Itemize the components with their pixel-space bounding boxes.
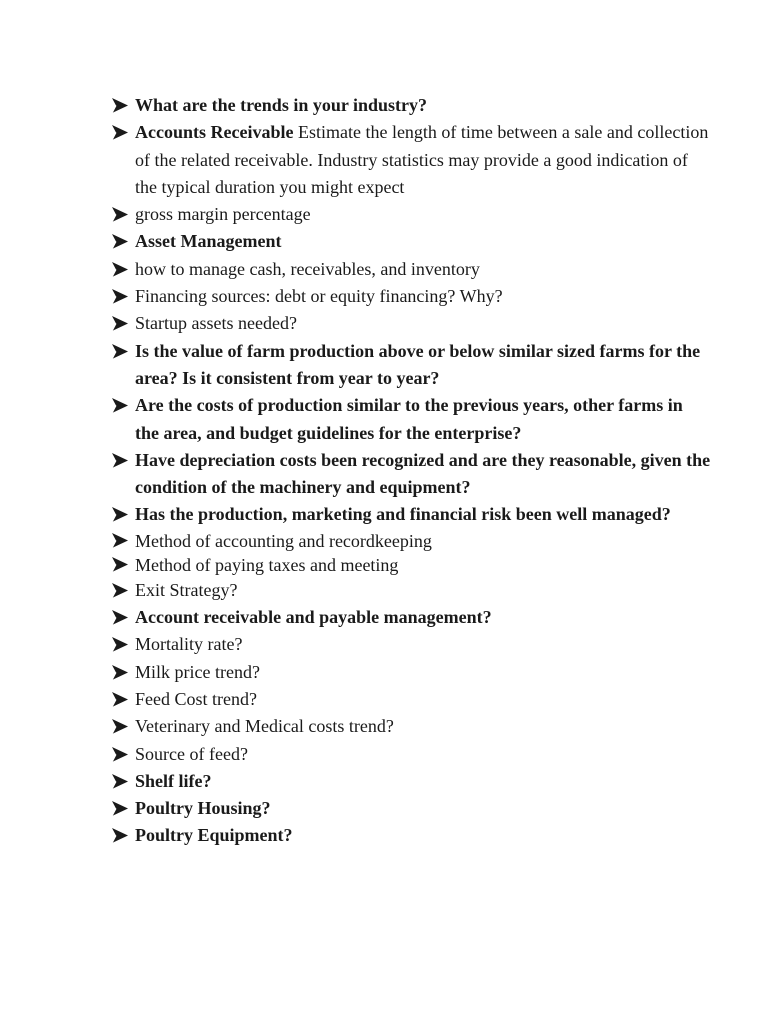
list-item bbox=[111, 741, 711, 768]
list-item-bold-text: Poultry Equipment? bbox=[135, 825, 293, 846]
list-item-text bbox=[135, 631, 711, 658]
list-item-plain-text: how to manage cash, receivables, and inventory bbox=[135, 258, 480, 279]
list-item-plain-text: Estimate the length of time between a sale and collection of the related receivable. Industry statistics may provide a good indication of the typical duration you might expect bbox=[135, 122, 709, 197]
list-item-text bbox=[135, 713, 711, 740]
list-item-plain-text: Veterinary and Medical costs trend? bbox=[135, 716, 394, 737]
arrowhead-bullet-icon bbox=[111, 283, 135, 310]
arrowhead-bullet-icon bbox=[111, 713, 135, 740]
list-item-plain-text: Method of accounting and recordkeeping bbox=[135, 530, 432, 551]
list-item-bold-text: Has the production, marketing and financial risk been well managed? bbox=[135, 504, 671, 525]
arrowhead-bullet-icon bbox=[111, 228, 135, 255]
arrowhead-bullet-icon bbox=[111, 119, 135, 146]
list-item-text bbox=[135, 119, 711, 201]
list-item bbox=[111, 92, 711, 119]
arrowhead-bullet-icon bbox=[111, 795, 135, 822]
list-item bbox=[111, 604, 711, 631]
list-item bbox=[111, 713, 711, 740]
arrowhead-bullet-icon bbox=[111, 577, 135, 604]
list-item-text bbox=[135, 741, 711, 768]
list-item-text bbox=[135, 768, 711, 795]
list-item-text bbox=[135, 659, 711, 686]
list-item bbox=[111, 501, 711, 528]
arrowhead-bullet-icon bbox=[111, 604, 135, 631]
list-item-plain-text: Feed Cost trend? bbox=[135, 688, 257, 709]
arrowhead-bullet-icon bbox=[111, 768, 135, 795]
arrowhead-bullet-icon bbox=[111, 686, 135, 713]
list-item-text bbox=[135, 92, 711, 119]
list-item-plain-text: Startup assets needed? bbox=[135, 313, 297, 334]
list-item bbox=[111, 392, 711, 447]
arrowhead-bullet-icon bbox=[111, 501, 135, 528]
list-item-text bbox=[135, 256, 711, 283]
list-item-bold-text: Have depreciation costs been recognized and are they reasonable, given the condition of the machinery and equipment? bbox=[135, 449, 711, 498]
list-item bbox=[111, 577, 711, 604]
list-item bbox=[111, 553, 711, 577]
list-item-text bbox=[135, 310, 711, 337]
list-item-bold-text: Accounts Receivable bbox=[135, 122, 294, 143]
list-item-text bbox=[135, 795, 711, 822]
arrowhead-bullet-icon bbox=[111, 392, 135, 419]
list-item bbox=[111, 686, 711, 713]
arrowhead-bullet-icon bbox=[111, 659, 135, 686]
list-item-text bbox=[135, 392, 711, 447]
list-item bbox=[111, 529, 711, 553]
list-item-text bbox=[135, 501, 711, 528]
list-item bbox=[111, 201, 711, 228]
list-item-text bbox=[135, 577, 711, 604]
list-item-bold-text: Account receivable and payable management? bbox=[135, 607, 492, 628]
list-item-plain-text: gross margin percentage bbox=[135, 204, 311, 225]
list-item-plain-text: Method of paying taxes and meeting bbox=[135, 554, 399, 575]
list-item-bold-text: What are the trends in your industry? bbox=[135, 95, 428, 115]
arrowhead-bullet-icon bbox=[111, 822, 135, 849]
list-item bbox=[111, 283, 711, 310]
arrowhead-bullet-icon bbox=[111, 741, 135, 768]
list-item-plain-text: Financing sources: debt or equity financing? Why? bbox=[135, 286, 503, 307]
list-item bbox=[111, 256, 711, 283]
arrowhead-bullet-icon bbox=[111, 310, 135, 337]
list-item-plain-text: Milk price trend? bbox=[135, 661, 260, 682]
arrowhead-bullet-icon bbox=[111, 553, 135, 577]
list-item-text bbox=[135, 228, 711, 255]
arrowhead-bullet-icon bbox=[111, 338, 135, 365]
list-item bbox=[111, 447, 711, 502]
list-item-text bbox=[135, 201, 711, 228]
arrowhead-bullet-icon bbox=[111, 256, 135, 283]
list-item-bold-text: Are the costs of production similar to the previous years, other farms in the area, and budget guidelines for the enterprise? bbox=[135, 395, 683, 443]
arrowhead-bullet-icon bbox=[111, 92, 135, 119]
list-item-text bbox=[135, 529, 711, 553]
list-item-plain-text: Exit Strategy? bbox=[135, 579, 238, 600]
list-item-text bbox=[135, 822, 711, 849]
list-item bbox=[111, 119, 711, 201]
arrowhead-bullet-icon bbox=[111, 631, 135, 658]
list-item-bold-text: Shelf life? bbox=[135, 770, 212, 791]
list-item bbox=[111, 631, 711, 658]
arrowhead-bullet-icon bbox=[111, 447, 135, 474]
list-item bbox=[111, 338, 711, 393]
list-item bbox=[111, 659, 711, 686]
list-item-text bbox=[135, 447, 711, 502]
list-item bbox=[111, 822, 711, 849]
list-item bbox=[111, 310, 711, 337]
list-item-text bbox=[135, 604, 711, 631]
list-item-text bbox=[135, 338, 711, 393]
list-item-plain-text: Source of feed? bbox=[135, 743, 248, 764]
list-item bbox=[111, 768, 711, 795]
bullet-list bbox=[111, 92, 711, 850]
list-item-text bbox=[135, 686, 711, 713]
list-item-bold-text: Is the value of farm production above or below similar sized farms for the area? Is it consistent from year to year? bbox=[135, 340, 701, 388]
arrowhead-bullet-icon bbox=[111, 529, 135, 553]
list-item-plain-text: Mortality rate? bbox=[135, 634, 243, 655]
list-item-bold-text: Asset Management bbox=[135, 231, 282, 252]
list-item-text bbox=[135, 283, 711, 310]
list-item bbox=[111, 228, 711, 255]
arrowhead-bullet-icon bbox=[111, 201, 135, 228]
list-item-text bbox=[135, 553, 711, 577]
list-item-bold-text: Poultry Housing? bbox=[135, 798, 271, 819]
list-item bbox=[111, 795, 711, 822]
